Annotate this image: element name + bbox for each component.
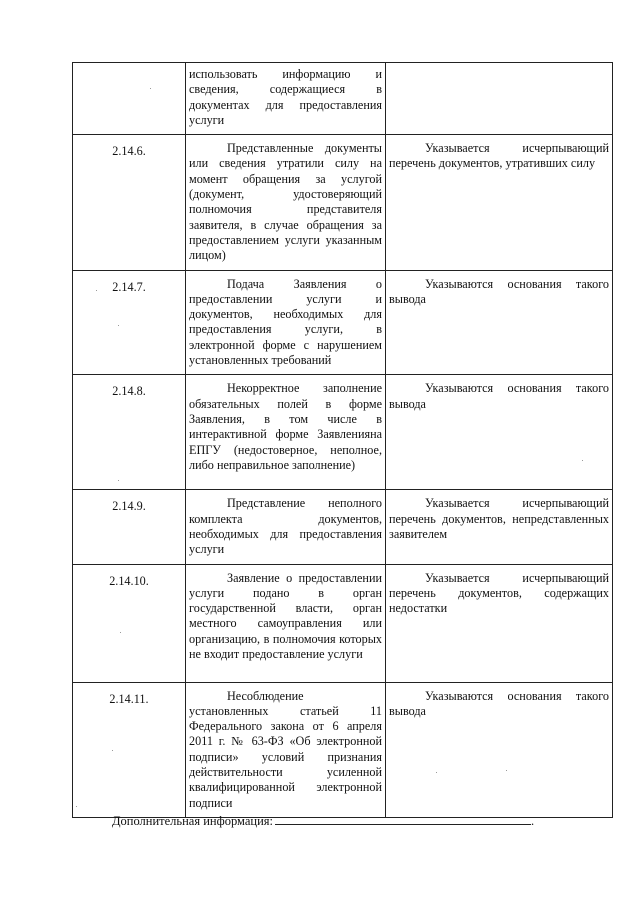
table-row [73,63,613,135]
explanation-cell [386,682,613,817]
explanation-text: Указываются основания такого вывода [389,688,609,718]
refusal-ground-text: Представленные документы или сведения утратили силу на момент обращения за услугой (документ, удостоверяющий полномочия представителя заявителя, в случае обращения за предоставлением услуги указанным лицом) [189,141,382,263]
explanation-text: Указываются основания такого вывода [389,276,609,306]
refusal-ground-cell [186,63,386,135]
row-number-cell: 2.14.8. [73,375,186,490]
row-number-cell: 2.14.9. [73,490,186,564]
scan-speck [506,770,507,771]
explanation-cell [386,564,613,682]
refusal-ground-text: Подача Заявления о предоставлении услуги и документов, необходимых для предоставления услуги, в электронной форме с нарушением установленных требований [189,276,382,368]
explanation-text: Указывается исчерпывающий перечень документов, непредставленных заявителем [389,496,609,541]
refusal-ground-cell [186,490,386,564]
scan-speck [96,290,97,291]
refusal-grounds-table [72,62,613,818]
refusal-ground-cell [186,375,386,490]
row-number-cell [73,63,186,135]
scan-speck [112,750,113,751]
explanation-cell [386,63,613,135]
scan-speck [150,88,151,89]
refusal-ground-text: Некорректное заполнение обязательных полей в форме Заявления, в том числе в интерактивной форме Заявленияна ЕПГУ (недостоверное, неполное, либо неправильное заполнение) [189,381,382,472]
scan-speck [436,772,437,773]
refusal-ground-text: Представление неполного комплекта документов, необходимых для предоставления услуги [189,496,382,557]
refusal-ground-text: Заявление о предоставлении услуги подано в орган государственной власти, орган местного самоуправления или организацию, в полномочия которых не входит предоставление услуги [189,570,382,662]
table-row [73,135,613,270]
scan-speck [118,325,119,326]
scan-speck [120,632,121,633]
refusal-ground-text: Несоблюдение установленных статьей 11 Федерального закона от 6 апреля 2011 г. № 63-ФЗ «Об электронной подписи» условий признания действительности усиленной квалифицированной электронной подписи [189,688,382,810]
explanation-cell [386,270,613,375]
explanation-text: Указываются основания такого вывода [389,381,609,411]
explanation-cell [386,135,613,270]
table-row [73,270,613,375]
row-number-cell: 2.14.11. [73,682,186,817]
line-end-period: . [531,814,535,828]
scan-speck [582,460,583,461]
row-number-cell: 2.14.10. [73,564,186,682]
explanation-text: Указывается исчерпывающий перечень документов, содержащих недостатки [389,570,609,616]
refusal-ground-cell [186,270,386,375]
explanation-text: Указывается исчерпывающий перечень документов, утративших силу [389,141,609,171]
row-number-cell: 2.14.6. [73,135,186,270]
table-row [73,375,613,490]
row-number-cell: 2.14.7. [73,270,186,375]
table-row [73,682,613,817]
additional-info-blank[interactable] [275,812,531,825]
additional-info-line [112,812,534,829]
additional-info-label: Дополнительная информация: [112,814,273,828]
refusal-ground-cell [186,135,386,270]
table-row [73,490,613,564]
explanation-cell [386,375,613,490]
refusal-ground-cell [186,682,386,817]
explanation-cell [386,490,613,564]
refusal-ground-text: использовать информацию и сведения, содержащиеся в документах для предоставления услуги [189,67,382,127]
refusal-ground-cell [186,564,386,682]
scan-speck [118,480,119,481]
scan-speck [76,806,77,807]
table-row [73,564,613,682]
